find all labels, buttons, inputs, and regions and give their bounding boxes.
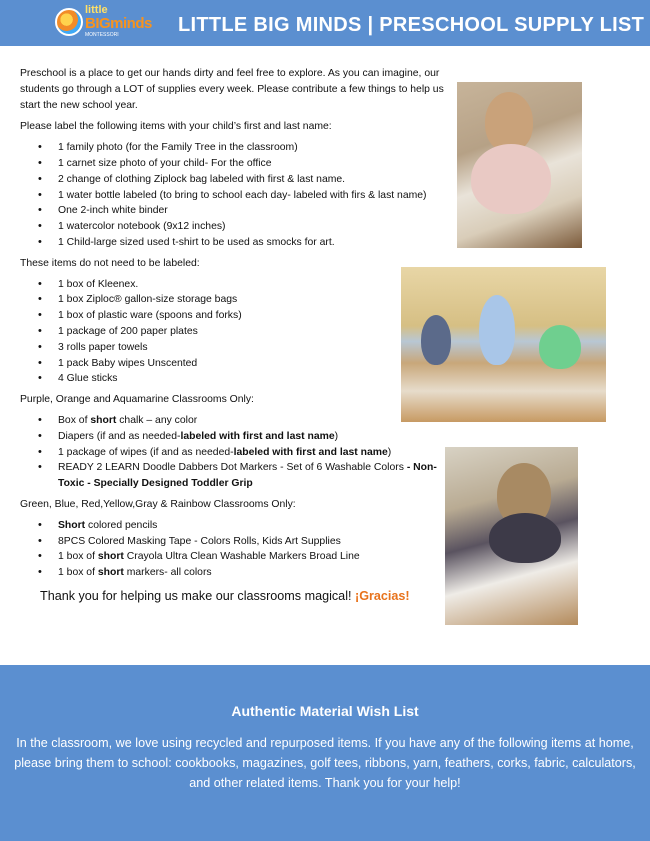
list-item: • 1 watercolor notebook (9x12 inches) xyxy=(20,219,640,235)
list-item: • 1 box Ziploc® gallon-size storage bags xyxy=(20,292,640,308)
item-text: 1 box of xyxy=(58,551,98,563)
children-art-table-photo xyxy=(401,267,606,422)
child-figure xyxy=(421,315,451,365)
child-dot-markers-photo xyxy=(445,447,578,625)
item-text: chalk – any color xyxy=(116,414,198,426)
intro-paragraph: Preschool is a place to get our hands dirty and feel free to explore. As you can imagine, our students go through a LOT of supplies every week. Please contribute a few things to help us start the new school year. xyxy=(20,68,444,111)
list-item xyxy=(20,460,440,492)
purple-classrooms-heading: Purple, Orange and Aquamarine Classrooms Only: xyxy=(20,394,254,406)
unlabeled-items-heading: These items do not need to be labeled: xyxy=(20,257,200,269)
globe-icon xyxy=(55,8,83,36)
logo-text-montessori: MONTESSORI xyxy=(85,32,119,38)
item-text: colored pencils xyxy=(85,519,158,531)
list-item: • 1 carnet size photo of your child- For the office xyxy=(20,156,640,172)
green-classrooms-heading: Green, Blue, Red,Yellow,Gray & Rainbow Classrooms Only: xyxy=(20,498,296,510)
list-item: • 1 family photo (for the Family Tree in the classroom) xyxy=(20,140,640,156)
item-text: Box of xyxy=(58,414,91,426)
child-figure xyxy=(539,325,581,369)
item-emphasis: short xyxy=(90,414,117,426)
gracias-text: ¡Gracias! xyxy=(355,588,410,603)
item-text: ) xyxy=(387,446,392,458)
list-item: • 4 Glue sticks xyxy=(20,371,640,387)
header-bar xyxy=(0,0,650,46)
list-item: • 3 rolls paper towels xyxy=(20,340,640,356)
item-emphasis: - Non-Toxic - Specially Designed Toddler Grip xyxy=(58,462,437,490)
list-item: • 1 water bottle labeled (to bring to school each day- labeled with firs & last name) xyxy=(20,188,640,204)
wish-list-footer xyxy=(0,665,650,841)
page-title: LITTLE BIG MINDS | PRESCHOOL SUPPLY LIST xyxy=(178,14,645,36)
item-emphasis: short xyxy=(97,567,124,579)
child-figure xyxy=(471,144,551,214)
logo-text-little: little xyxy=(85,4,108,16)
logo-text-bigminds: BIGminds xyxy=(85,15,152,32)
list-item: • 1 box of plastic ware (spoons and forks) xyxy=(20,308,640,324)
wish-list-text: In the classroom, we love using recycled and repurposed items. If you have any of the following items at home, please bring them to school: cookbooks, magazines, golf tees, ribbons, yarn, feathers, corks, fabric, calculators, and other related items. Thank you for your help! xyxy=(14,736,636,790)
child-figure xyxy=(485,92,533,152)
item-emphasis: Short xyxy=(58,519,86,531)
list-item: • One 2-inch white binder xyxy=(20,203,640,219)
item-text: ) xyxy=(334,430,339,442)
item-text: Diapers (if and as needed- xyxy=(58,430,181,442)
item-text: READY 2 LEARN Doodle Dabbers Dot Markers - Set of 6 Washable Colors xyxy=(58,462,407,474)
list-item: • 8PCS Colored Masking Tape - Colors Rolls, Kids Art Supplies xyxy=(20,534,640,550)
purple-classrooms-list xyxy=(20,413,440,492)
list-item: • 1 box of Kleenex. xyxy=(20,277,640,293)
list-item xyxy=(20,445,440,461)
labeled-items-heading: Please label the following items with your child’s first and last name: xyxy=(20,121,332,133)
child-figure xyxy=(489,513,561,563)
child-figure xyxy=(479,295,515,365)
list-item: • 1 package of 200 paper plates xyxy=(20,324,640,340)
list-item xyxy=(20,413,440,429)
item-text: Crayola Ultra Clean Washable Markers Broad Line xyxy=(123,551,360,563)
item-emphasis: labeled with first and last name xyxy=(233,446,388,458)
item-text: markers- all colors xyxy=(123,567,212,579)
thank-you-text: Thank you for helping us make our classrooms magical! xyxy=(40,588,355,603)
list-item: • 1 pack Baby wipes Unscented xyxy=(20,356,640,372)
item-emphasis: short xyxy=(97,551,124,563)
item-text: 1 package of wipes (if and as needed- xyxy=(58,446,234,458)
list-item: • 2 change of clothing Ziplock bag labeled with first & last name. xyxy=(20,172,640,188)
item-emphasis: labeled with first and last name xyxy=(180,430,335,442)
child-painting-photo xyxy=(457,82,582,248)
list-item: • 1 Child-large sized used t-shirt to be used as smocks for art. xyxy=(20,235,640,251)
wish-list-title: Authentic Material Wish List xyxy=(231,703,419,719)
item-text: 1 box of xyxy=(58,567,98,579)
little-big-minds-logo xyxy=(55,4,173,42)
list-item xyxy=(20,429,440,445)
